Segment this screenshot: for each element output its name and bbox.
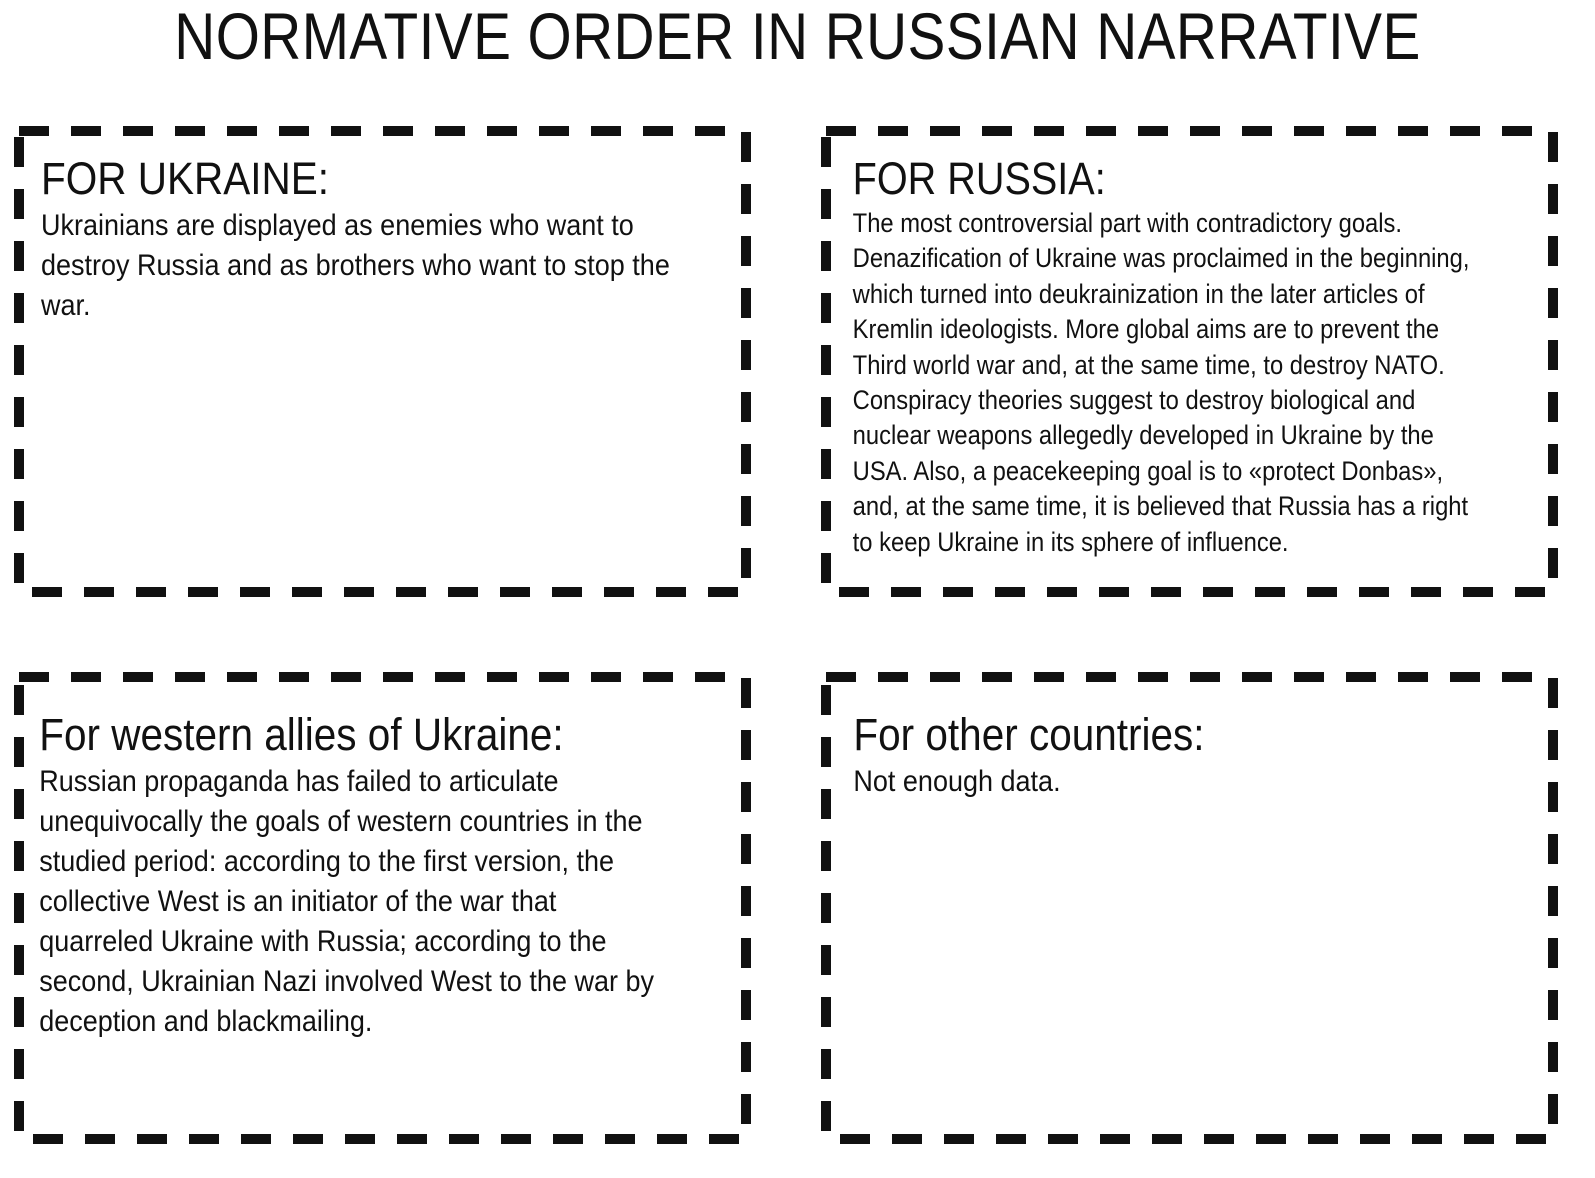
card-text-line: destroy Russia and as brothers who want to stop the	[41, 249, 670, 282]
card-text-line: Ukrainians are displayed as enemies who want to	[41, 209, 634, 242]
card-text-line: Third world war and, at the same time, to destroy NATO.	[852, 349, 1445, 380]
card-heading: FOR RUSSIA:	[852, 153, 1106, 204]
card-text-line: second, Ukrainian Nazi involved West to the war by	[39, 965, 654, 998]
card-heading: FOR UKRAINE:	[41, 153, 330, 204]
card-heading: For other countries:	[853, 709, 1205, 760]
page-title: NORMATIVE ORDER IN RUSSIAN NARRATIVE	[174, 0, 1421, 73]
card-text-line: Conspiracy theories suggest to destroy biological and	[852, 385, 1416, 416]
card-text-line: studied period: according to the first version, the	[39, 845, 615, 878]
card-for-ukraine	[14, 126, 751, 597]
card-for-russia	[821, 126, 1558, 597]
card-text-line: deception and blackmailing.	[39, 1005, 373, 1038]
card-for-western-allies	[14, 672, 751, 1144]
card-text-line: collective West is an initiator of the war that	[39, 885, 557, 918]
card-text-line: quarreled Ukraine with Russia; according to the	[39, 925, 607, 958]
card-text-line: The most controversial part with contradictory goals.	[852, 208, 1403, 238]
card-for-other-countries	[821, 672, 1558, 1144]
card-text-line: and, at the same time, it is believed that Russia has a right	[852, 491, 1469, 522]
card-text-line: unequivocally the goals of western countries in the	[39, 805, 643, 838]
card-text-line: Denazification of Ukraine was proclaimed in the beginning,	[852, 243, 1470, 274]
card-text-line: nuclear weapons allegedly developed in Ukraine by the	[852, 420, 1434, 451]
card-text-line: Russian propaganda has failed to articulate	[39, 765, 559, 798]
card-text-line: USA. Also, a peacekeeping goal is to «protect Donbas»,	[852, 455, 1444, 486]
card-heading: For western allies of Ukraine:	[39, 709, 564, 760]
card-text-line: to keep Ukraine in its sphere of influence.	[852, 526, 1289, 557]
card-text-line: Not enough data.	[853, 765, 1061, 798]
card-text-line: war.	[41, 289, 91, 322]
card-text-line: which turned into deukrainization in the later articles of	[852, 278, 1425, 309]
card-text-line: Kremlin ideologists. More global aims are to prevent the	[852, 314, 1440, 345]
